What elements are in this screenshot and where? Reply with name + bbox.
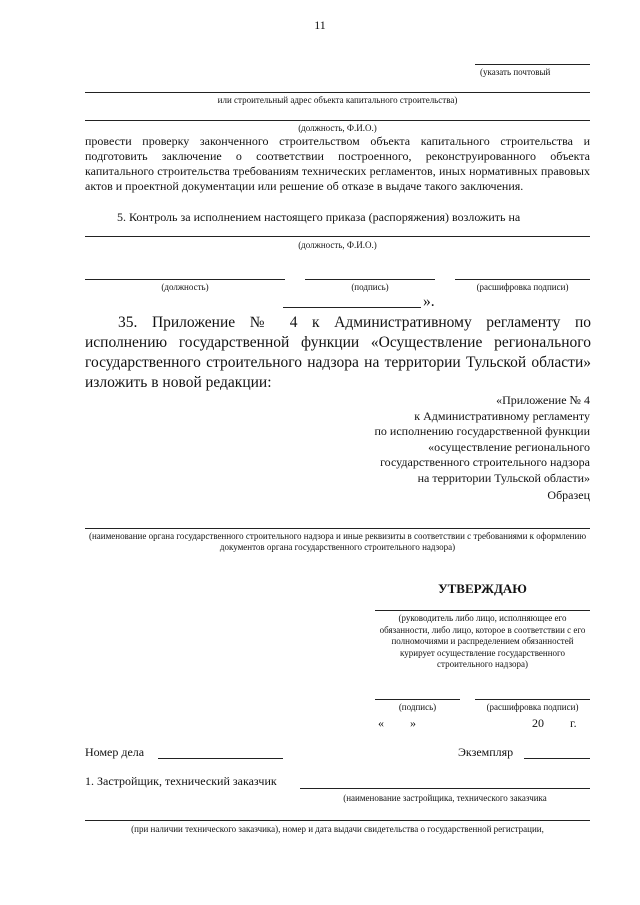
sample-label: Образец — [547, 488, 590, 502]
authority-hint: (наименование органа государственного строительного надзора и иные реквизиты в соответствии с требованиями к оформлению документов органа государственного строительного надзора) — [88, 531, 587, 552]
position-line-1 — [85, 120, 590, 121]
position-line-2 — [85, 236, 590, 237]
sig1-signature-line — [305, 279, 435, 280]
date-close-quote: » — [410, 716, 416, 730]
developer-hint: (наименование застройщика, технического заказчика — [343, 793, 547, 803]
position-hint-2: (должность, Ф.И.О.) — [298, 240, 377, 250]
date-open-quote: « — [378, 716, 384, 730]
case-number-line — [158, 758, 283, 759]
appendix-line: «осуществление регионального — [428, 439, 590, 454]
registration-hint: (при наличии технического заказчика), номер и дата выдачи свидетельства о государственной регистрации, — [131, 824, 544, 834]
developer-line — [300, 788, 590, 789]
sig1-position-hint: (должность) — [161, 282, 209, 292]
sig2-signature-line — [375, 699, 460, 700]
page-number: 11 — [314, 18, 326, 32]
approve-title: УТВЕРЖДАЮ — [438, 581, 527, 596]
copy-label: Экземпляр — [458, 745, 514, 759]
copy-line — [524, 758, 590, 759]
date-year: 20 — [532, 716, 544, 730]
appendix-line: государственного строительного надзора — [380, 455, 590, 469]
sig2-decoding-hint: (расшифровка подписи) — [486, 702, 579, 712]
sig2-decoding-line — [475, 699, 590, 700]
item-35: 35. Приложение № 4 к Административному регламенту по исполнению государственной функции «Осуществление регионального государственного строительного надзора на территории Тульской области» изложить в новой редакции: — [85, 314, 591, 391]
registration-line — [85, 820, 590, 821]
closing-quote: ». — [423, 293, 435, 310]
paragraph-check: провести проверку законченного строительством объекта капитального строительства и подготовить заключение о соответствии построенного, реконструированного объекта капитального строительства требованиям технических регламентов, иных нормативных правовых актов и проектной документации или решение об отказе в выдаче такого заключения. — [85, 134, 590, 193]
closing-line — [283, 307, 421, 308]
appendix-line: по исполнению государственной функции — [374, 424, 590, 438]
postal-hint: (указать почтовый — [480, 67, 551, 77]
paragraph-5: 5. Контроль за исполнением настоящего приказа (распоряжения) возложить на — [117, 210, 521, 224]
head-line — [375, 610, 590, 611]
address-hint: или строительный адрес объекта капитального строительства) — [217, 95, 458, 105]
head-hint: (руководитель либо лицо, исполняющее его обязанности, либо лицо, которое в соответствии с его полномочиями и распределением обязанностей курирует осуществление государственного строительного надзора) — [379, 613, 586, 669]
date-year-suffix: г. — [570, 716, 577, 730]
sig1-signature-hint: (подпись) — [351, 282, 389, 292]
position-hint-1: (должность, Ф.И.О.) — [298, 123, 377, 133]
sig1-decoding-line — [455, 279, 590, 280]
sig1-position-line — [85, 279, 285, 280]
appendix-line: «Приложение № 4 — [496, 393, 590, 407]
sig2-signature-hint: (подпись) — [398, 702, 437, 712]
appendix-line: к Административному регламенту — [414, 408, 590, 423]
sig1-decoding-hint: (расшифровка подписи) — [476, 282, 569, 292]
case-number-label: Номер дела — [85, 745, 145, 759]
appendix-line: на территории Тульской области» — [417, 470, 590, 485]
address-line — [85, 92, 590, 93]
postal-line — [475, 64, 590, 65]
appendix-header — [300, 393, 590, 486]
authority-line — [85, 528, 590, 529]
developer-label: 1. Застройщик, технический заказчик — [85, 774, 277, 788]
